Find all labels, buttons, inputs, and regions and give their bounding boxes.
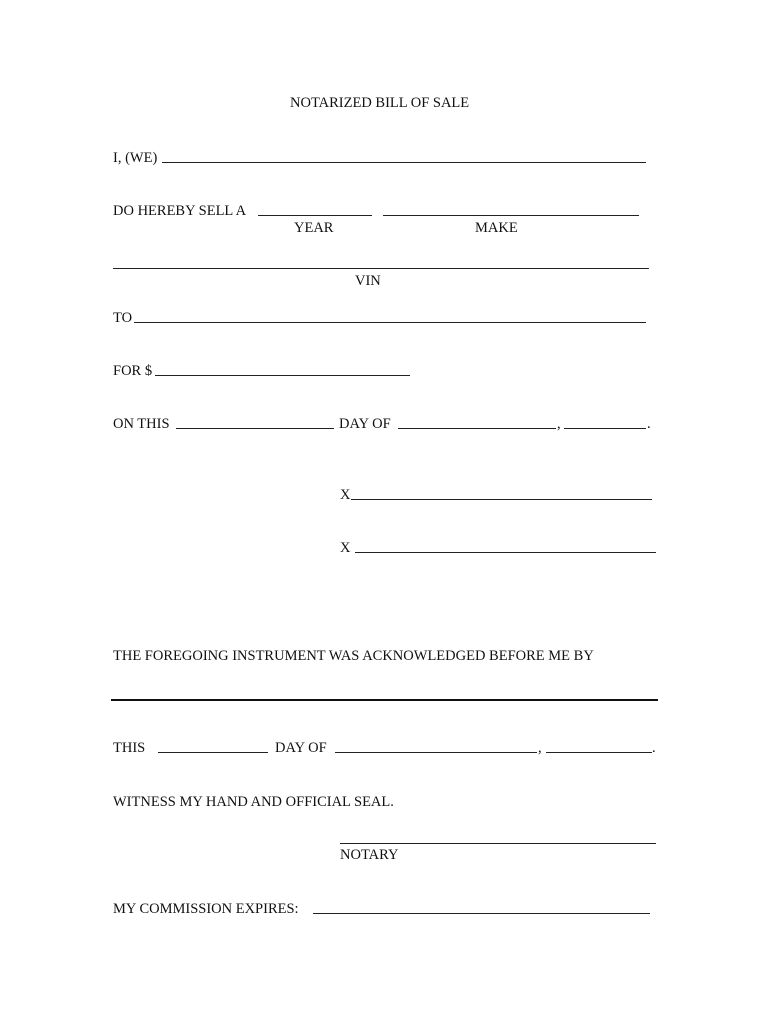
seller-label: I, (WE) [113,150,158,166]
signature-field-1[interactable] [351,499,652,500]
commission-label: MY COMMISSION EXPIRES: [113,901,299,917]
year-field[interactable] [258,215,372,216]
commission-expiry-field[interactable] [313,913,650,914]
vin-caption: VIN [355,273,381,289]
seller-field[interactable] [162,162,646,163]
sale-day-of-label: DAY OF [339,416,391,432]
sale-month-field[interactable] [398,428,556,429]
notary-signature-field[interactable] [340,843,656,844]
make-caption: MAKE [475,220,518,236]
signature-mark-1: X [340,487,351,503]
price-label: FOR $ [113,363,153,379]
notary-date-period: . [652,740,656,756]
acknowledgment-text: THE FOREGOING INSTRUMENT WAS ACKNOWLEDGED BEFORE ME BY [113,648,594,664]
make-field[interactable] [383,215,639,216]
signature-field-2[interactable] [355,552,656,553]
vin-field[interactable] [113,268,649,269]
notary-day-of-label: DAY OF [275,740,327,756]
sale-date-comma: , [557,416,561,432]
signature-mark-2: X [340,540,351,556]
document-title: NOTARIZED BILL OF SALE [290,95,470,111]
sell-label: DO HEREBY SELL A [113,203,247,219]
notary-date-comma: , [538,740,542,756]
notary-date-label: THIS [113,740,146,756]
year-caption: YEAR [294,220,334,236]
witness-statement: WITNESS MY HAND AND OFFICIAL SEAL. [113,794,394,810]
buyer-field[interactable] [134,322,646,323]
buyer-label: TO [113,310,133,326]
notary-day-field[interactable] [158,752,268,753]
sale-date-period: . [647,416,651,432]
notary-month-field[interactable] [335,752,537,753]
notary-caption: NOTARY [340,847,399,863]
sale-year-field[interactable] [564,428,646,429]
sale-date-label: ON THIS [113,416,170,432]
acknowledgment-field[interactable] [111,699,658,701]
sale-day-field[interactable] [176,428,334,429]
notary-year-field[interactable] [546,752,652,753]
price-field[interactable] [155,375,410,376]
